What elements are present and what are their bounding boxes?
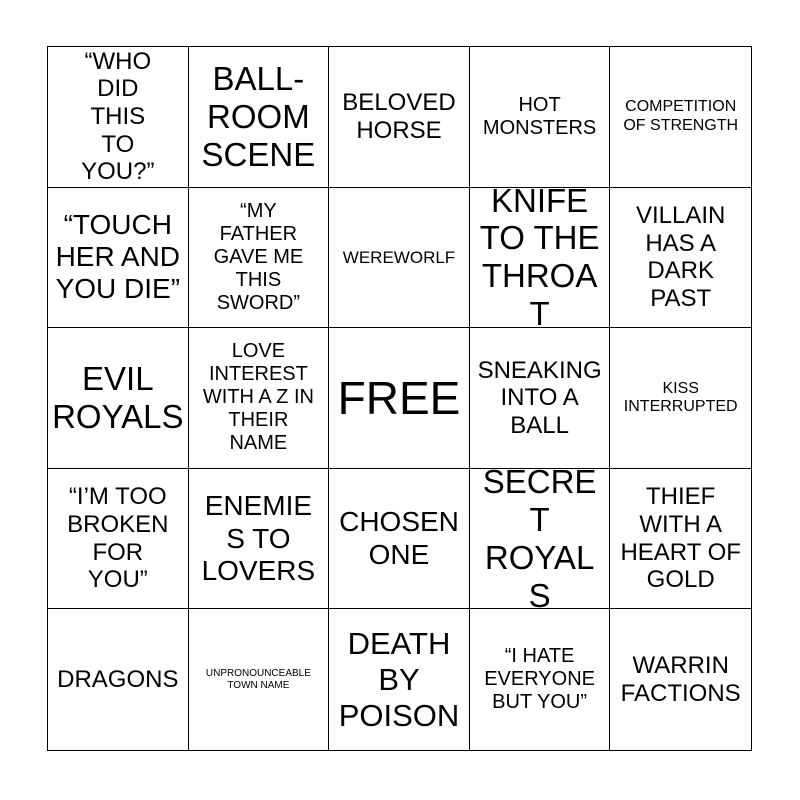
bingo-cell-label: KNIFE TO THE THROAT [479,187,600,329]
bingo-cell-3[interactable] [329,47,470,188]
bingo-cell-12[interactable] [189,328,330,469]
bingo-cell-1[interactable] [48,47,189,188]
bingo-cell-16[interactable] [48,469,189,610]
bingo-cell-label: “WHO DID THIS TO YOU?” [81,47,155,186]
bingo-cell-label: COMPETITION OF STRENGTH [623,98,739,134]
bingo-cell-17[interactable] [189,469,330,610]
bingo-cell-label: KISS INTERRUPTED [623,379,738,415]
bingo-cell-label: SECRET ROYALS [482,468,597,610]
bingo-cell-label: THIEF WITH A HEART OF GOLD [620,483,741,594]
bingo-cell-5[interactable] [610,47,751,188]
bingo-cell-6[interactable] [48,188,189,329]
bingo-cell-label: “I’M TOO BROKEN FOR YOU” [67,483,169,594]
bingo-cell-label: EVIL ROYALS [52,360,184,435]
bingo-cell-label: BALL-ROOM SCENE [201,59,316,173]
bingo-cell-label: HOT MONSTERS [482,93,597,139]
bingo-free-space[interactable] [329,328,470,469]
bingo-cell-9[interactable] [470,188,611,329]
bingo-cell-2[interactable] [189,47,330,188]
bingo-cell-label: LOVE INTEREST WITH A Z IN THEIR NAME [202,340,314,455]
bingo-cell-10[interactable] [610,188,751,329]
bingo-cell-15[interactable] [610,328,751,469]
bingo-cell-14[interactable] [470,328,611,469]
bingo-cell-label: BELOVED HORSE [342,89,456,144]
bingo-cell-label: SNEAKING INTO A BALL [477,356,602,439]
bingo-cell-label: WARRIN FACTIONS [620,652,741,707]
bingo-cell-label: DRAGONS [57,665,179,693]
bingo-cell-19[interactable] [470,469,611,610]
bingo-cell-7[interactable] [189,188,330,329]
bingo-cell-11[interactable] [48,328,189,469]
bingo-cell-label: CHOSEN ONE [339,506,459,570]
bingo-cell-label: “TOUCH HER AND YOU DIE” [55,209,181,305]
bingo-cell-label: UNPRONOUNCEABLE TOWN NAME [205,668,311,691]
bingo-cell-22[interactable] [189,609,330,750]
bingo-cell-label: ENEMIES TO LOVERS [201,490,316,586]
bingo-cell-label: “MY FATHER GAVE ME THIS SWORD” [213,199,304,314]
bingo-cell-label: VILLAIN HAS A DARK PAST [635,202,726,312]
bingo-cell-4[interactable] [470,47,611,188]
bingo-cell-21[interactable] [48,609,189,750]
bingo-cell-18[interactable] [329,469,470,610]
bingo-cell-24[interactable] [470,609,611,750]
bingo-cell-label: WEREWORLF [342,247,456,267]
bingo-cell-23[interactable] [329,609,470,750]
bingo-cell-label: “I HATE EVERYONE BUT YOU” [484,645,595,714]
bingo-cell-label: FREE [337,371,461,424]
bingo-cell-20[interactable] [610,469,751,610]
bingo-cell-8[interactable] [329,188,470,329]
bingo-board [47,46,752,751]
bingo-cell-25[interactable] [610,609,751,750]
bingo-cell-label: DEATH BY POISON [338,626,460,733]
